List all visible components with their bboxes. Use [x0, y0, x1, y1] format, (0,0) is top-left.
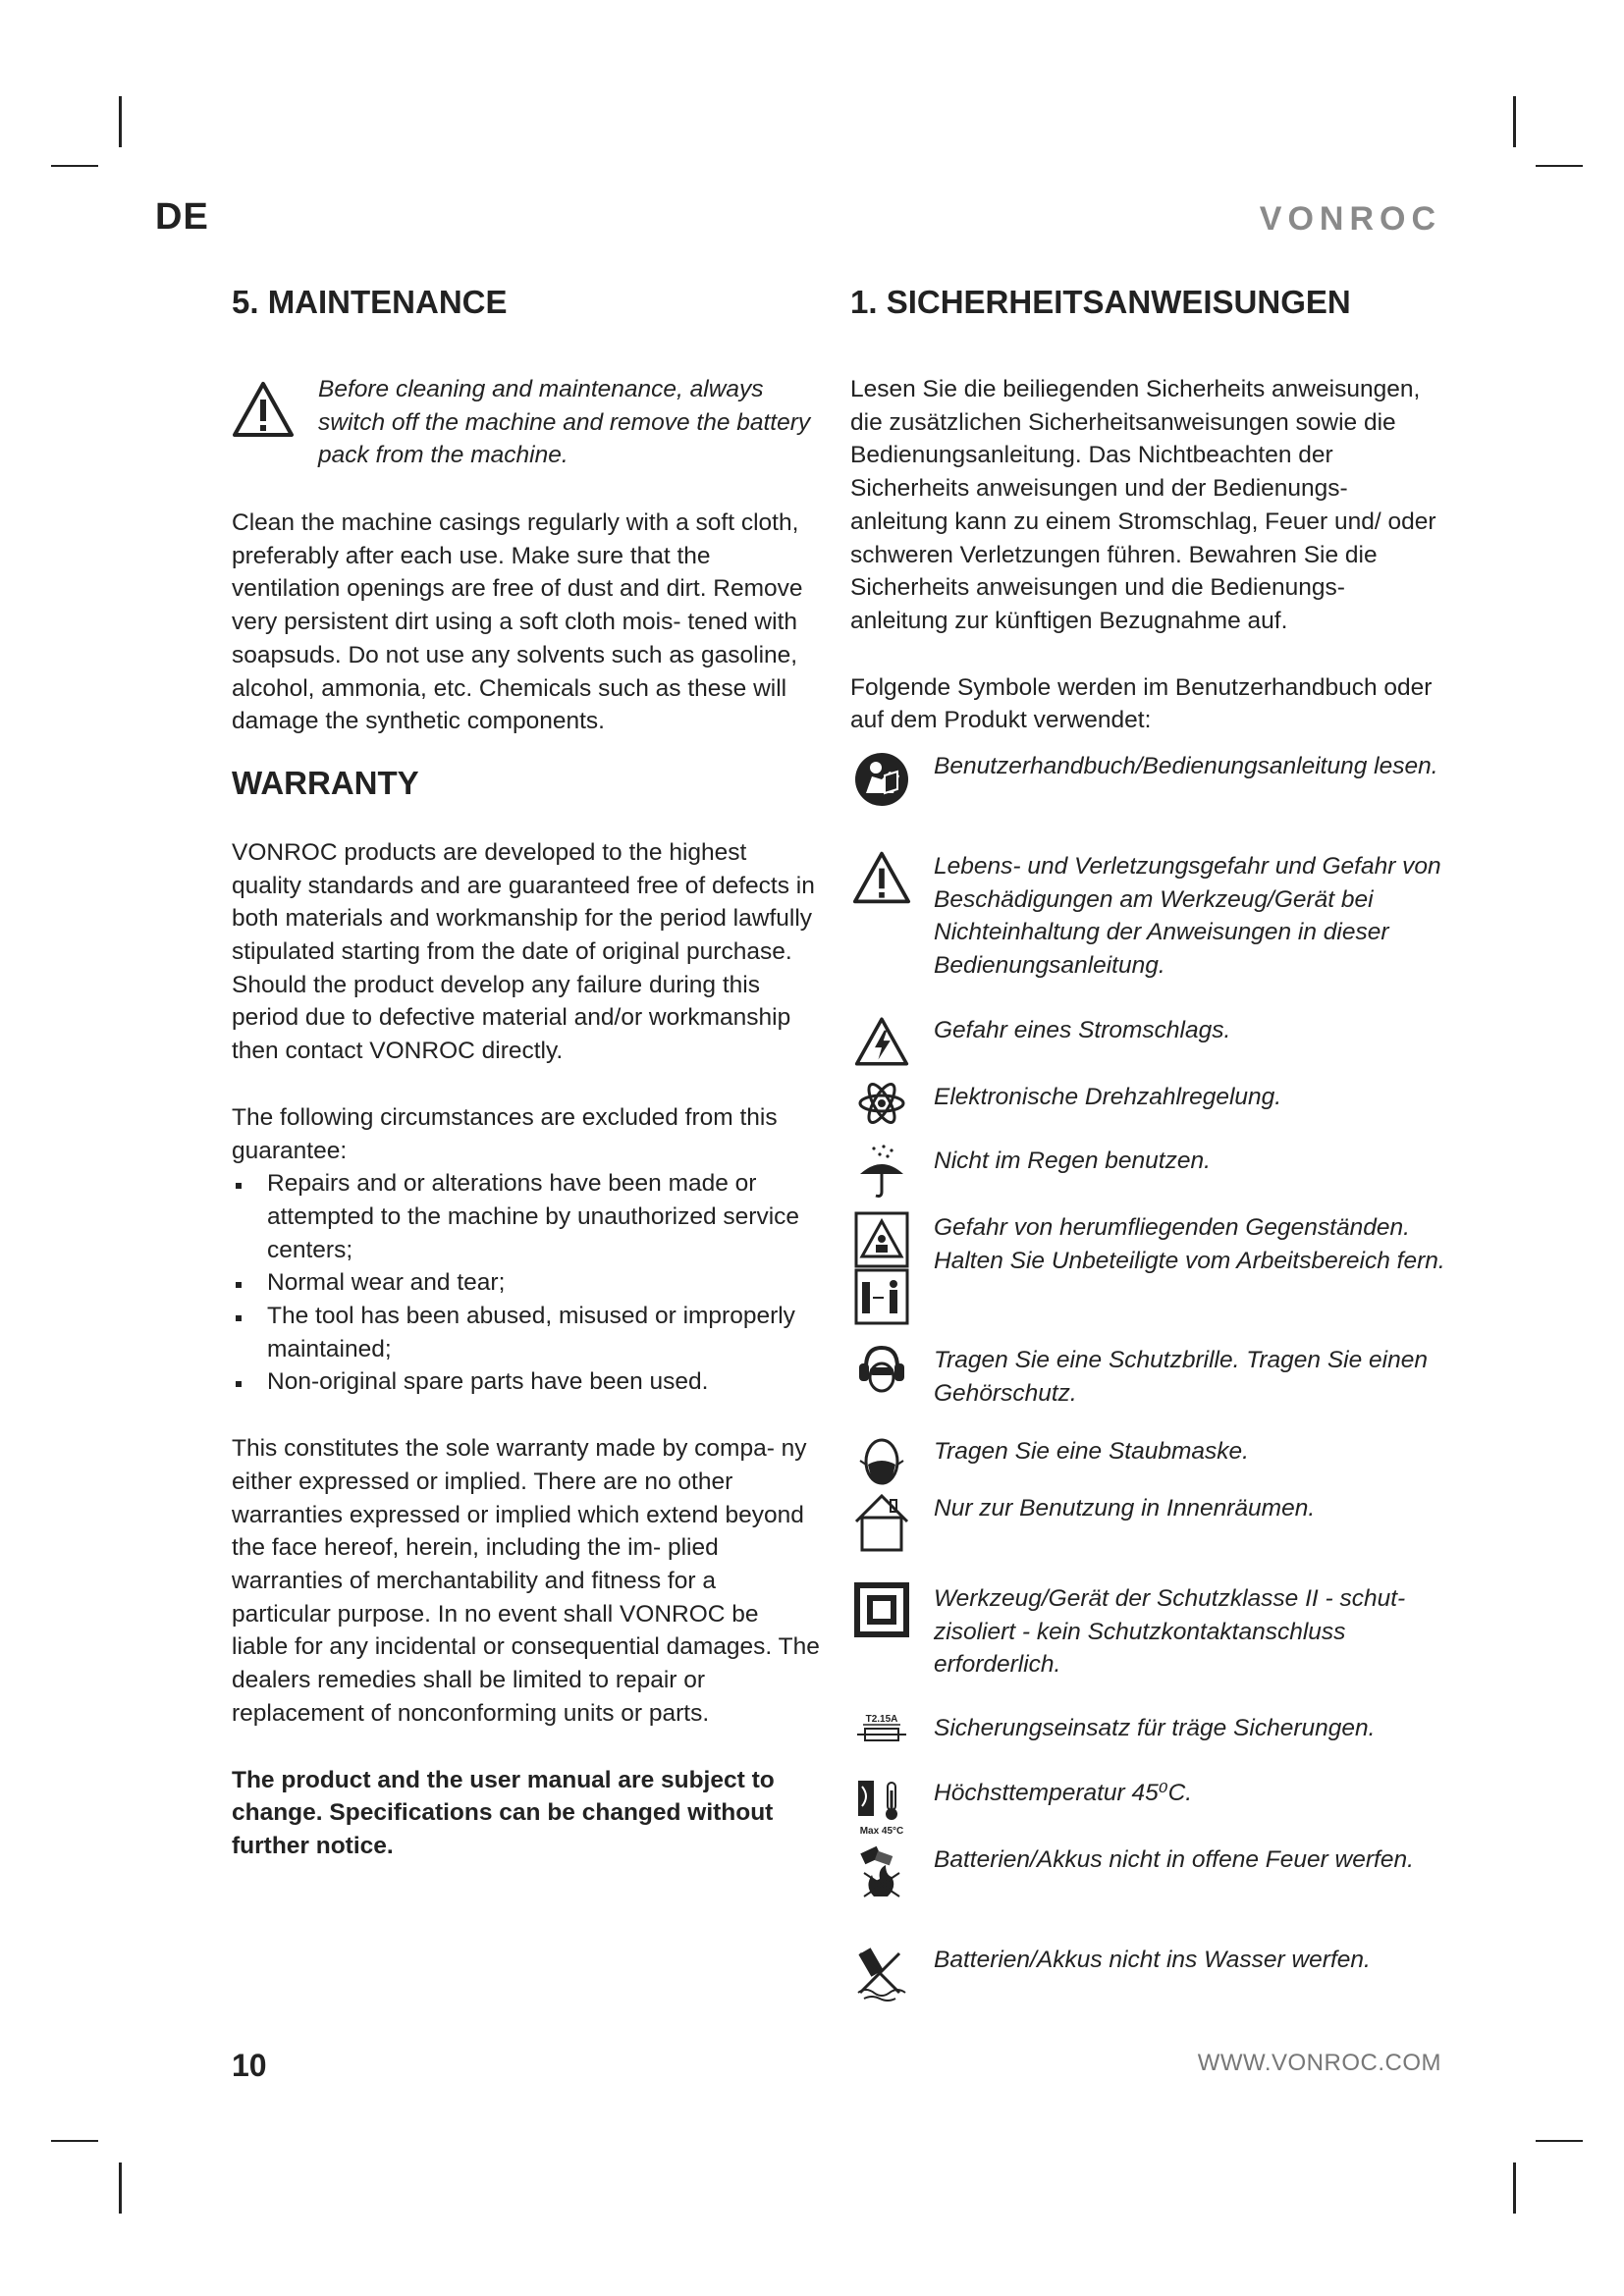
symbol-text: Höchsttemperatur 45⁰C. — [934, 1780, 1193, 1806]
exclusions-intro: The following circumstances are excluded from this guarantee: — [232, 1103, 778, 1164]
indoor-house-icon — [850, 1492, 913, 1553]
symbol-text: Nur zur Benutzung in Innenräumen. — [934, 1495, 1316, 1522]
crop-mark — [1513, 96, 1516, 147]
symbol-text: Tragen Sie eine Staubmaske. — [934, 1438, 1249, 1465]
symbol-text: Gefahr eines Stromschlags. — [934, 1017, 1231, 1043]
fuse-icon — [850, 1712, 913, 1745]
flying-objects-icon — [850, 1211, 913, 1325]
safety-intro: Lesen Sie die beiliegenden Sicherheits anweisungen, die zusätzlichen Sicherheitsanweisungen sowie die Bedienungsanleitung. Das Nichtbeachten der Sicherheits anweisungen und der Bedienungs- anleitung kann zu einem Stromschlag, Feuer und/ oder schweren Verletzungen führen. Bewahren Sie die Sicherheits anweisungen und die Bedienungs- anleitung zur künftigen Bezugnahme auf. — [850, 376, 1436, 634]
language-code: DE — [155, 196, 209, 238]
no-fire-battery-icon — [850, 1843, 913, 1898]
warning-triangle-icon — [232, 381, 295, 448]
crop-mark — [1536, 165, 1583, 167]
symbol-text: Sicherungseinsatz für träge Sicherungen. — [934, 1715, 1376, 1741]
list-item — [850, 1777, 1449, 1837]
right-column — [850, 283, 1449, 1973]
max-temperature-icon — [850, 1777, 913, 1838]
list-item — [850, 1014, 1449, 1047]
maintenance-warning — [232, 373, 821, 473]
list-item: Non-original spare parts have been used. — [232, 1365, 821, 1399]
temperature-label: Max 45°C — [859, 1826, 904, 1837]
symbol-text: Batterien/Akkus nicht in offene Feuer werfen. — [934, 1846, 1414, 1873]
dust-mask-icon — [850, 1435, 913, 1488]
sole-warranty-text: This constitutes the sole warranty made by compa- ny either expressed or implied. There are no other warranties expressed or implied which extend beyond the face hereof, herein, including the im- plied warranties of merchantability and fitness for a particular purpose. In no event shall VONROC be liable for any incidental or consequential damages. The dealers remedies shall be limited to repair or replacement of nonconforming units or parts. — [232, 1435, 820, 1727]
safety-title: 1. SICHERHEITSANWEISUNGEN — [850, 284, 1351, 320]
no-rain-icon — [850, 1145, 913, 1200]
no-water-battery-icon — [850, 1944, 913, 2002]
list-item — [850, 1492, 1449, 1525]
symbols-intro: Folgende Symbole werden im Benutzerhandbuch oder auf dem Produkt verwendet: — [850, 673, 1433, 734]
symbol-text: Tragen Sie eine Schutzbrille. Tragen Sie einen Gehörschutz. — [934, 1347, 1428, 1407]
page-number: 10 — [232, 2048, 267, 2083]
list-item: The tool has been abused, misused or improperly maintained; — [232, 1300, 821, 1365]
list-item: Normal wear and tear; — [232, 1266, 821, 1300]
list-item — [850, 1081, 1449, 1114]
list-item: Repairs and or alterations have been made or attempted to the machine by unauthorized service centers; — [232, 1167, 821, 1266]
symbol-text: Nicht im Regen benutzen. — [934, 1148, 1211, 1174]
warning-triangle-icon — [850, 850, 913, 905]
warranty-intro: VONROC products are developed to the highest quality standards and are guaranteed free of defects in both materials and workmanship for the period lawfully stipulated starting from the date of original purchase. Should the product develop any failure during this period due to defective material and/or workmanship then contact VONROC directly. — [232, 838, 815, 1065]
warranty-title: WARRANTY — [232, 764, 419, 801]
maintenance-title: 5. MAINTENANCE — [232, 284, 508, 320]
symbol-text: Elektronische Drehzahlregelung. — [934, 1084, 1282, 1110]
crop-mark — [119, 96, 122, 147]
list-item — [850, 1145, 1449, 1178]
crop-mark — [1536, 2140, 1583, 2142]
symbol-text: Gefahr von herumfliegenden Gegenständen. Halten Sie Unbeteiligte vom Arbeitsbereich fern. — [934, 1214, 1445, 1274]
crop-mark — [119, 2163, 122, 2214]
symbol-text: Benutzerhandbuch/Bedienungsanleitung lesen. — [934, 753, 1438, 779]
crop-mark — [1513, 2163, 1516, 2214]
brand-logo: VONROC — [1259, 200, 1441, 238]
list-item — [850, 1435, 1449, 1468]
electronic-speed-icon — [850, 1081, 913, 1126]
fuse-label: T2.15A — [865, 1714, 898, 1725]
goggles-earmuffs-icon — [850, 1344, 913, 1395]
maintenance-warning-text: Before cleaning and maintenance, always switch off the machine and remove the battery pack from the machine. — [318, 376, 811, 469]
crop-mark — [51, 165, 98, 167]
list-item — [850, 1211, 1449, 1277]
list-item — [850, 1582, 1449, 1682]
list-item — [850, 750, 1449, 783]
maintenance-body: Clean the machine casings regularly with a soft cloth, preferably after each use. Make sure that the ventilation openings are free of dust and dirt. Remove very persistent dirt using a soft cloth mois- tened with soapsuds. Do not use any solvents such as gasoline, alcohol, ammonia, etc. Chemicals such as these will damage the synthetic components. — [232, 509, 803, 735]
list-item — [850, 850, 1449, 983]
list-item — [850, 1944, 1449, 1977]
symbol-text: Lebens- und Verletzungsgefahr und Gefahr von Beschädigungen am Werkzeug/Gerät bei Nichteinhaltung der Anweisungen in dieser Bedienungsanleitung. — [934, 853, 1441, 980]
left-column — [232, 283, 821, 1863]
website-url: WWW.VONROC.COM — [1197, 2050, 1441, 2076]
list-item — [850, 1712, 1449, 1745]
exclusions-list — [232, 1167, 821, 1399]
read-manual-icon — [850, 750, 913, 809]
electric-shock-icon — [850, 1014, 913, 1069]
symbol-text: Batterien/Akkus nicht ins Wasser werfen. — [934, 1947, 1371, 1973]
symbol-text: Werkzeug/Gerät der Schutzklasse II - schut- zisoliert - kein Schutzkontaktanschluss erforderlich. — [934, 1585, 1406, 1679]
class-ii-icon — [850, 1582, 913, 1637]
change-notice: The product and the user manual are subject to change. Specifications can be changed without further notice. — [232, 1766, 775, 1859]
list-item — [850, 1843, 1449, 1877]
list-item — [850, 1344, 1449, 1410]
crop-mark — [51, 2140, 98, 2142]
